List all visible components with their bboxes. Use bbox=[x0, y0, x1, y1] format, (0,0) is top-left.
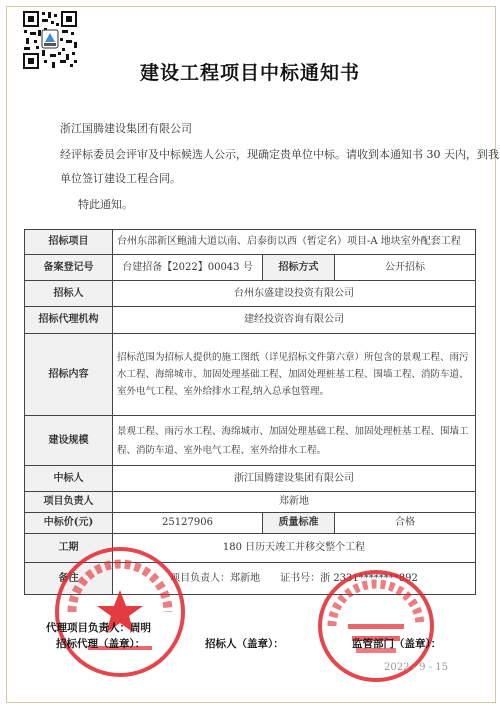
method-value: 公开招标 bbox=[335, 255, 476, 281]
agency-sign: 招标代理（盖章）： bbox=[56, 638, 146, 650]
method-label: 招标方式 bbox=[263, 255, 335, 281]
agent-person: 代理项目负责人：周明 bbox=[46, 622, 151, 634]
tenderer-value: 台州东盛建设投资有限公司 bbox=[113, 281, 476, 307]
price-value: 25127906 bbox=[113, 513, 263, 534]
special-notice: 特此通知。 bbox=[78, 198, 133, 211]
recipient: 浙江国腾建设集团有限公司 bbox=[60, 122, 192, 135]
content-value: 招标范围为招标人提供的施工图纸（详见招标文件第六章）所包含的景观工程、雨污水工程、海绵城市、加固处理基础工程、加固处理桩基工程、围墙工程、消防车道、室外电气工程、室外给排水工程,纳入总承包管理。 bbox=[113, 334, 476, 416]
scale-value: 景观工程、雨污水工程、海绵城市、加固处理基础工程、加固处理桩基工程、围墙工程、消防车道、室外电气工程、室外给排水工程。 bbox=[113, 416, 476, 466]
remark-label: 备注 bbox=[25, 563, 113, 595]
price-label: 中标价(元) bbox=[25, 513, 113, 534]
page-title: 建设工程项目中标通知书 bbox=[139, 62, 360, 84]
tender-table bbox=[24, 229, 476, 595]
manager-label: 项目负责人 bbox=[25, 492, 113, 513]
remark-value: 项目负责人：郑新地 证书号：浙 2331********892 bbox=[113, 563, 476, 595]
record-label: 备案登记号 bbox=[25, 255, 113, 281]
quality-value: 合格 bbox=[335, 513, 476, 534]
project-value: 台州东部新区鲍浦大道以南、启泰街以西（暂定名）项目-A 地块室外配套工程 bbox=[113, 230, 476, 255]
winner-label: 中标人 bbox=[25, 466, 113, 492]
agency-seal bbox=[50, 542, 190, 682]
issue-date: 2022 - 9 - 15 bbox=[384, 662, 449, 673]
tenderer-sign: 招标人（盖章）： bbox=[205, 638, 284, 650]
supervisor-sign: 监管部门（盖章）： bbox=[352, 638, 442, 650]
period-value: 180 日历天竣工并移交整个工程 bbox=[113, 534, 476, 563]
body-line-2: 单位签订建设工程合同。 bbox=[60, 172, 181, 185]
tenderer-label: 招标人 bbox=[25, 281, 113, 307]
period-label: 工期 bbox=[25, 534, 113, 563]
agency-value: 建经投资咨询有限公司 bbox=[113, 307, 476, 334]
agency-label: 招标代理机构 bbox=[25, 307, 113, 334]
quality-label: 质量标准 bbox=[263, 513, 335, 534]
content-label: 招标内容 bbox=[25, 334, 113, 416]
project-label: 招标项目 bbox=[25, 230, 113, 255]
manager-value: 郑新地 bbox=[113, 492, 476, 513]
scale-label: 建设规模 bbox=[25, 416, 113, 466]
record-value: 台建招备【2022】00043 号 bbox=[113, 255, 263, 281]
winner-value: 浙江国腾建设集团有限公司 bbox=[113, 466, 476, 492]
body-line-1: 经评标委员会评审及中标候选人公示，现确定贵单位中标。请收到本通知书 30 天内，到我 bbox=[60, 148, 499, 161]
